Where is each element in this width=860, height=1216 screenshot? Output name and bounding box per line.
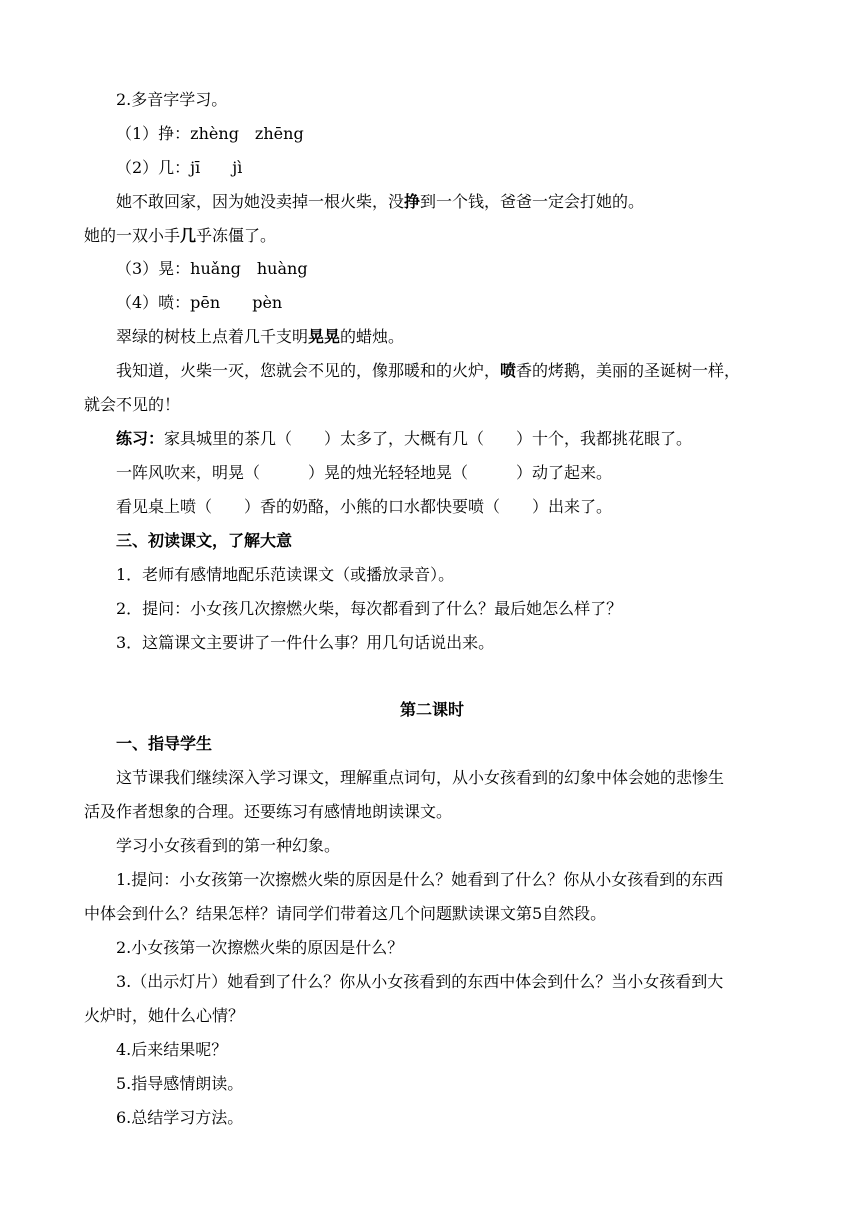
sentence-text: 香的烤鹅，美丽的圣诞树一样，: [516, 361, 741, 380]
highlight-char: 晃晃: [308, 327, 341, 346]
section-item-polyphonic: 2.多音字学习。: [116, 90, 228, 109]
sentence-text: 翠绿的树枝上点着几千支明: [116, 327, 309, 346]
polyphone-ji: （2）几：jī jì: [116, 158, 243, 177]
step-reading: 5.指导感情朗读。: [116, 1074, 244, 1093]
example-sentence-huang: [116, 326, 780, 348]
highlight-char: 挣: [404, 192, 421, 211]
section-heading-1: 一、指导学生: [116, 734, 213, 753]
lesson-title: 第二课时: [399, 700, 464, 719]
highlight-char: 喷: [500, 361, 517, 380]
example-sentence-zheng: [116, 191, 780, 213]
question-3: 3.（出示灯片）她看到了什么？你从小女孩看到的东西中体会到什么？当小女孩看到大: [116, 972, 724, 991]
paragraph-intro: 这节课我们继续深入学习课文，理解重点词句，从小女孩看到的幻象中体会她的悲惨生: [116, 768, 725, 787]
question-1: 1.提问：小女孩第一次擦燃火柴的原因是什么？她看到了什么？你从小女孩看到的东西: [116, 870, 724, 889]
exercise-line-1: [116, 428, 780, 450]
question-2: 2.小女孩第一次擦燃火柴的原因是什么？: [116, 938, 404, 957]
question-4: 4.后来结果呢？: [116, 1040, 228, 1059]
step-2: 2．提问：小女孩几次擦燃火柴，每次都看到了什么？最后她怎么样了？: [116, 599, 623, 618]
step-1: 1．老师有感情地配乐范读课文（或播放录音）。: [116, 565, 455, 584]
sentence-text: 乎冻僵了。: [196, 226, 277, 245]
sentence-text: 她不敢回家，因为她没卖掉一根火柴，没: [116, 192, 405, 211]
sentence-text: 的蜡烛。: [340, 327, 405, 346]
paragraph-intro-cont: 活及作者想象的合理。还要练习有感情地朗读课文。: [84, 802, 453, 821]
section-heading-3: 三、初读课文，了解大意: [116, 531, 293, 550]
question-3-cont: 火炉时，她什么心情？: [84, 1006, 245, 1025]
exercise-line-2: 一阵风吹来，明晃（ ）晃的烛光轻轻地晃（ ）动了起来。: [116, 463, 613, 482]
example-sentence-pen: [116, 360, 780, 382]
example-sentence-pen-cont: 就会不见的！: [84, 395, 181, 414]
polyphone-huang: （3）晃：huǎng huàng: [116, 259, 308, 278]
step-3: 3．这篇课文主要讲了一件什么事？用几句话说出来。: [116, 633, 495, 652]
sentence-text: 到一个钱，爸爸一定会打她的。: [420, 192, 645, 211]
question-1-cont: 中体会到什么？结果怎样？请同学们带着这几个问题默读课文第5自然段。: [84, 904, 607, 923]
example-sentence-ji: [84, 225, 780, 247]
exercise-text: 家具城里的茶几（ ）太多了，大概有几（ ）十个，我都挑花眼了。: [164, 429, 693, 448]
paragraph-first-vision: 学习小女孩看到的第一种幻象。: [116, 836, 341, 855]
highlight-char: 几: [180, 226, 197, 245]
polyphone-pen: （4）喷：pēn pèn: [116, 293, 283, 312]
exercise-label: 练习：: [116, 429, 165, 448]
sentence-text: 她的一双小手: [84, 226, 181, 245]
polyphone-zheng: （1）挣：zhèng zhēng: [116, 124, 304, 143]
exercise-line-3: 看见桌上喷（ ）香的奶酪，小熊的口水都快要喷（ ）出来了。: [116, 497, 613, 516]
step-summary: 6.总结学习方法。: [116, 1108, 244, 1127]
sentence-text: 我知道，火柴一灭，您就会不见的，像那暖和的火炉，: [116, 361, 501, 380]
